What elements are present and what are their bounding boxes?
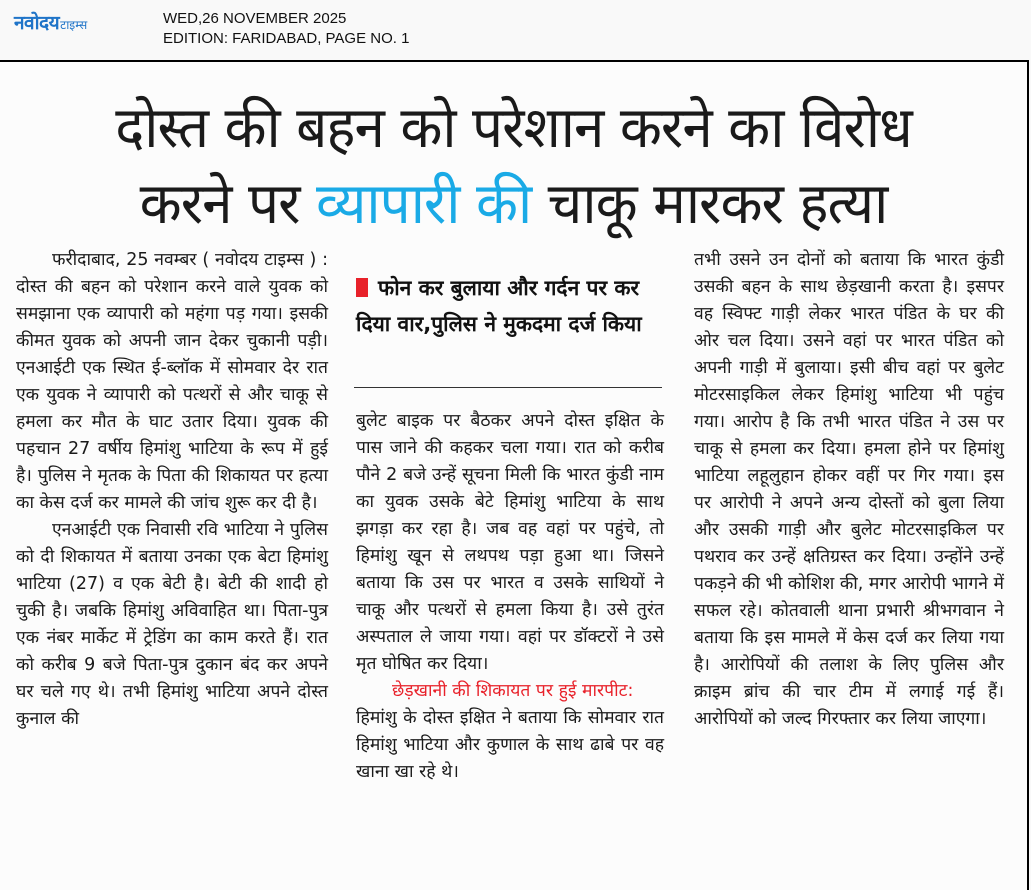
headline-line-2-start: करने पर bbox=[139, 171, 316, 237]
article-column-2 bbox=[356, 408, 664, 786]
edition-date: WED,26 NOVEMBER 2025 bbox=[163, 10, 347, 27]
red-square-bullet-icon bbox=[356, 278, 368, 297]
headline-line-2 bbox=[19, 166, 1009, 242]
column-2-paragraph-2: हिमांशु के दोस्त इक्षित ने बताया कि सोमवार रात हिमांशु भाटिया और कुणाल के साथ ढाबे पर वह खाना खा रहे थे। bbox=[356, 708, 664, 782]
logo-main-text: नवोदय bbox=[14, 12, 60, 34]
article-headline bbox=[19, 90, 1009, 242]
article-clipping bbox=[0, 60, 1029, 890]
headline-highlight: व्यापारी की bbox=[315, 171, 532, 237]
subsection-title: छेड़खानी की शिकायत पर हुई मारपीट: bbox=[392, 681, 634, 701]
edition-page: EDITION: FARIDABAD, PAGE NO. 1 bbox=[163, 30, 410, 47]
column-2-paragraph-1: बुलेट बाइक पर बैठकर अपने दोस्त इक्षित के पास जाने की कहकर चला गया। रात को करीब पौने 2 बजे उन्हें सूचना मिली कि भारत कुंडी नाम का युवक उसके बेटे हिमांशु भाटिया के साथ झगड़ा कर रहा है। जब वह वहां पर पहुंचे, तो हिमांशु खून से लथपथ पड़ा हुआ था। जिसने बताया कि उस पर भारत व उसके साथियों ने चाकू और पत्थरों से हमला किया है। उसे तुरंत अस्पताल ले जाया गया। वहां पर डॉक्टरों ने उसे मृत घोषित कर दिया। bbox=[356, 411, 664, 674]
edition-header bbox=[0, 0, 1031, 60]
logo-sub-text: टाइम्स bbox=[60, 18, 88, 32]
headline-line-2-end: चाकू मारकर हत्या bbox=[531, 171, 888, 237]
subheadline-divider bbox=[354, 387, 662, 388]
newspaper-logo[interactable] bbox=[14, 12, 87, 36]
article-column-1 bbox=[16, 247, 328, 733]
article-column-3 bbox=[694, 247, 1004, 733]
column-1-paragraph-2: एनआईटी एक निवासी रवि भाटिया ने पुलिस को दी शिकायत में बताया उनका एक बेटा हिमांशु भाटिया (27) व एक बेटी है। बेटी की शादी हो चुकी है। जबकि हिमांशु अविवाहित था। पिता-पुत्र एक नंबर मार्केट में ट्रेडिंग का काम करते हैं। रात को करीब 9 बजे पिता-पुत्र दुकान बंद कर अपने घर चले गए थे। तभी हिमांशु भाटिया अपने दोस्त कुनाल की bbox=[16, 520, 328, 729]
subheadline-text: फोन कर बुलाया और गर्दन पर कर दिया वार,पुलिस ने मुकदमा दर्ज किया bbox=[356, 276, 642, 336]
column-3-paragraph-1: तभी उसने उन दोनों को बताया कि भारत कुंडी उसकी बहन के साथ छेड़खानी करता है। इसपर वह स्विफ्ट गाड़ी लेकर भारत पंडित के घर की ओर चल दिया। उसने वहां पर भारत पंडित को अपनी गाड़ी में बुलाया। इसी बीच वहां पर बुलेट मोटरसाइकिल लेकर हिमांशु भाटिया भी पहुंच गया। आरोप है कि तभी भारत पंडित ने उस पर चाकू से हमला कर दिया। हमला होने पर हिमांशु भाटिया लहूलुहान होकर वहीं पर गिर गया। इस पर आरोपी ने अपने अन्य दोस्तों को बुला लिया और उसकी गाड़ी और बुलेट मोटरसाइकिल पर पथराव कर उन्हें क्षतिग्रस्त कर दिया। उन्होंने उन्हें पकड़ने की भी कोशिश की, मगर आरोपी भागने में सफल रहे। कोतवाली थाना प्रभारी श्रीभगवान ने बताया कि इस मामले में केस दर्ज कर लिया गया है। आरोपियों की तलाश के लिए पुलिस और क्राइम ब्रांच की चार टीम में लगाई गई हैं। आरोपियों को जल्द गिरफ्तार कर लिया जाएगा। bbox=[694, 250, 1004, 729]
article-subheadline bbox=[356, 270, 664, 342]
column-1-paragraph-1: फरीदाबाद, 25 नवम्बर ( नवोदय टाइम्स ) : दोस्त की बहन को परेशान करने वाले युवक को समझाना एक व्यापारी को महंगा पड़ गया। इसकी कीमत युवक को अपनी जान देकर चुकानी पड़ी। एनआईटी एक स्थित ई-ब्लॉक में सोमवार देर रात एक युवक ने व्यापारी को पत्थरों से और चाकू से हमला कर मौत के घाट उतार दिया। युवक की पहचान 27 वर्षीय हिमांशु भाटिया के रूप में हुई है। पुलिस ने मृतक के पिता की शिकायत पर हत्या का केस दर्ज कर मामले की जांच शुरू कर दी है। bbox=[16, 250, 328, 513]
headline-line-1: दोस्त की बहन को परेशान करने का विरोध bbox=[115, 95, 912, 161]
edition-info bbox=[163, 9, 409, 49]
